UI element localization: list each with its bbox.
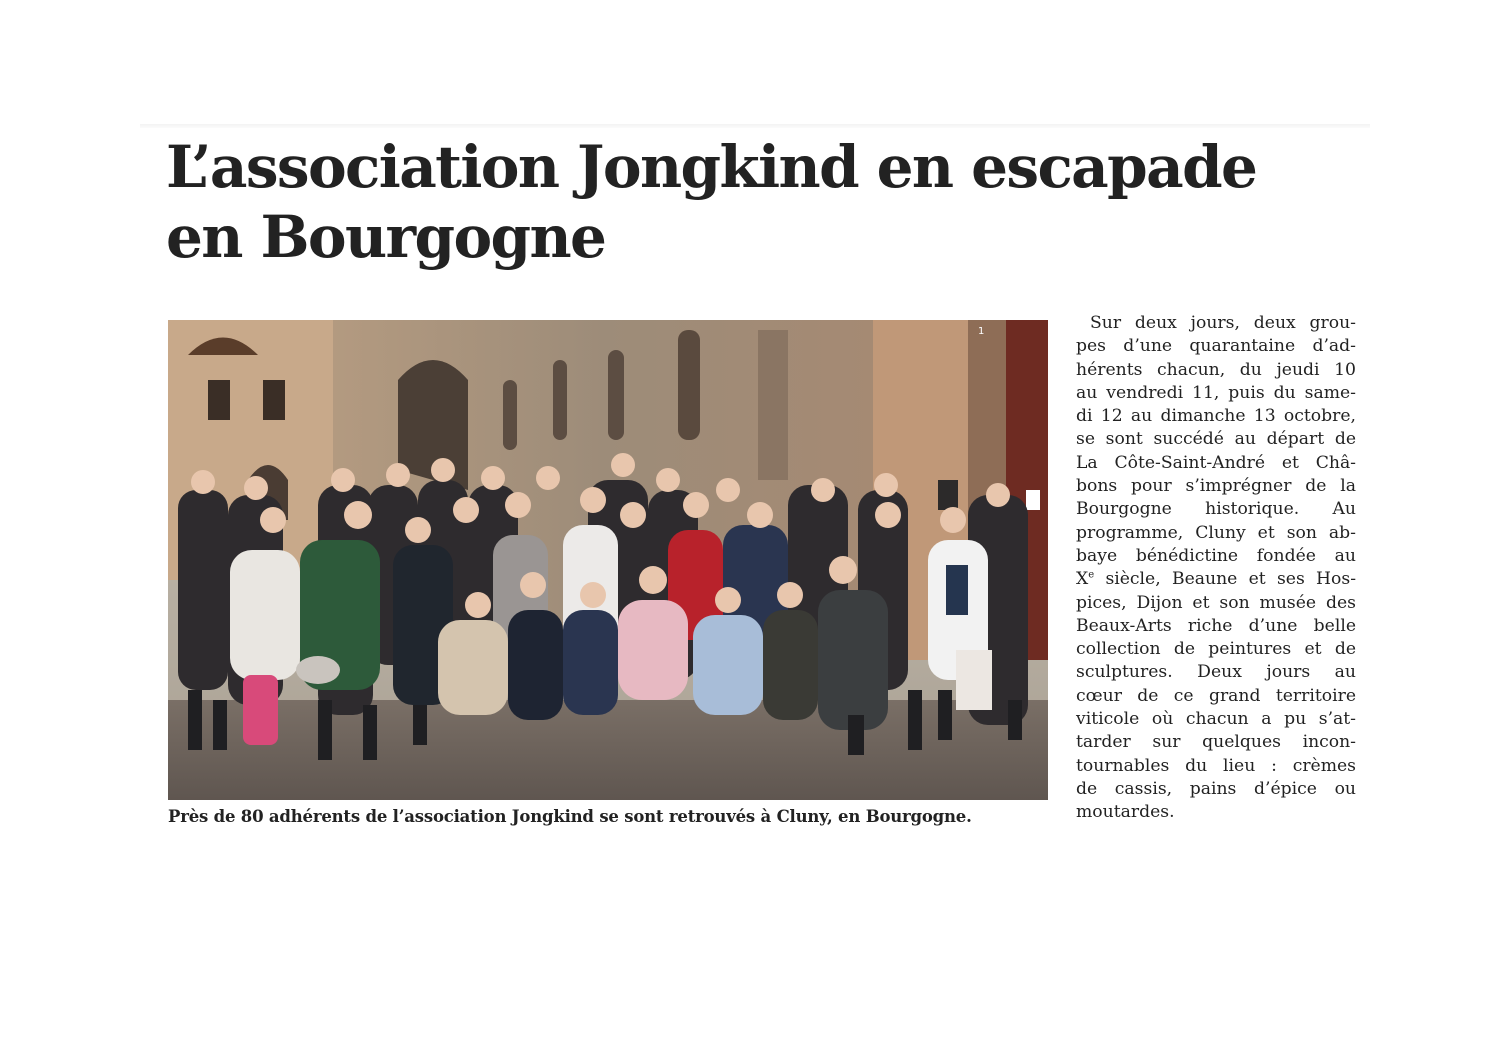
century-superscript: e <box>1088 569 1095 581</box>
body-line: programme, Cluny et son ab- <box>1076 522 1356 543</box>
body-line: Bourgogne historique. Au <box>1076 499 1356 520</box>
body-line: au vendredi 11, puis du same- <box>1076 382 1356 403</box>
body-line: Beaux-Arts riche d’une belle <box>1076 615 1356 636</box>
body-line: se sont succédé au départ de <box>1076 429 1356 450</box>
body-line: viticole où chacun a pu s’at- <box>1076 709 1356 730</box>
body-line: di 12 au dimanche 13 octobre, <box>1076 406 1356 427</box>
sign-number: 1 <box>978 326 985 337</box>
body-line: pices, Dijon et son musée des <box>1076 592 1356 613</box>
photo-caption: Près de 80 adhérents de l’association Jongkind se sont retrouvés à Cluny, en Bourgogne. <box>168 807 972 826</box>
headline <box>166 132 1286 272</box>
body-line: cœur de ce grand territoire <box>1076 685 1356 706</box>
body-line: de cassis, pains d’épice ou <box>1076 778 1356 799</box>
group-photo <box>168 320 1048 800</box>
body-line: baye bénédictine fondée au <box>1076 545 1356 566</box>
body-line: tournables du lieu : crèmes <box>1076 755 1356 776</box>
article-body <box>1076 312 1356 825</box>
body-line: pes d’une quarantaine d’ad- <box>1076 336 1356 357</box>
body-line: Sur deux jours, deux grou- <box>1090 313 1356 333</box>
century-rest: siècle, Beaune et ses Hos- <box>1094 569 1356 590</box>
century-numeral: X <box>1076 569 1089 590</box>
headline-line-1: L’association Jongkind en escapade <box>166 133 1257 201</box>
headline-line-2: en Bourgogne <box>166 203 606 271</box>
body-line: hérents chacun, du jeudi 10 <box>1076 359 1356 380</box>
body-line: bons pour s’imprégner de la <box>1076 476 1356 497</box>
body-line: La Côte-Saint-André et Châ- <box>1076 452 1356 473</box>
body-line: tarder sur quelques incon- <box>1076 732 1356 753</box>
top-rule <box>140 124 1370 128</box>
body-line: moutardes. <box>1076 802 1175 823</box>
body-line: sculptures. Deux jours au <box>1076 662 1356 683</box>
body-line: collection de peintures et de <box>1076 639 1356 660</box>
body-line-century <box>1076 568 1356 591</box>
